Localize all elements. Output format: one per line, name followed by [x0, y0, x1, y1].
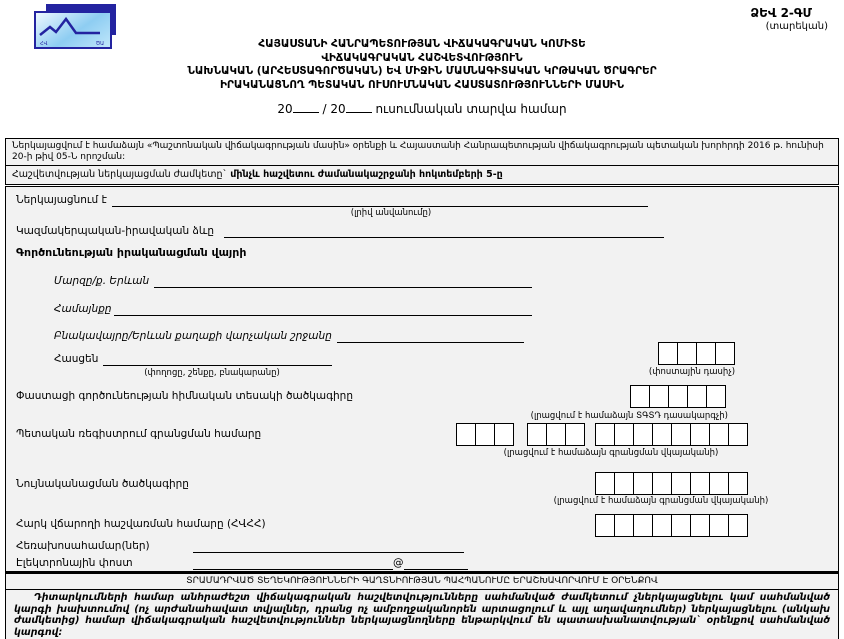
form-periodicity: (տարեկան): [765, 21, 828, 32]
year-blank-1[interactable]: [293, 100, 319, 113]
main-form-box: [5, 186, 839, 572]
state-register-row: [16, 428, 446, 441]
year-blank-2[interactable]: [346, 100, 372, 113]
input-cell[interactable]: [630, 385, 650, 408]
id-code-hint: (լրացվում է համաձայն գրանցման վկայականի): [553, 496, 769, 506]
title-line-3: ՆԱԽՆԱԿԱՆ (ԱՐՀԵՍՏԱԳՈՐԾԱԿԱՆ) ԵՎ ՄԻՋԻՆ ՄԱՍՆԱԳԻՏԱԿԱՆ ԿՐԹԱԿԱՆ ԾՐԱԳՐԵՐ: [187, 65, 657, 77]
submission-deadline-row: [6, 166, 838, 184]
title-line-4: ԻՐԱԿԱՆԱՑՆՈՂ ՊԵՏԱԿԱՆ ՈՒՍՈՒՄՆԱԿԱՆ ՀԱՍՏԱՏՈՒԹՅՈՒՆՆԵՐԻ ՄԱՍԻՆ: [219, 78, 625, 91]
activity-code-row: [16, 390, 616, 403]
region-row: [54, 274, 532, 288]
input-cell[interactable]: [595, 514, 615, 537]
input-cell[interactable]: [658, 342, 678, 365]
state-register-hint: (լրացվում է համաձայն գրանցման վկայականի): [503, 448, 719, 458]
community-line[interactable]: [114, 302, 532, 316]
input-cell[interactable]: [475, 423, 495, 446]
input-cell[interactable]: [709, 514, 729, 537]
state-register-cells-group-3[interactable]: [595, 423, 748, 446]
activity-code-hint: (լրացվում է համաձայն ՏԳՏԴ դասակարգչի): [530, 411, 728, 421]
org-legal-form-label: Կազմակերպական-իրավական ձևը: [16, 225, 215, 237]
presented-by-label: Ներկայացնում է: [16, 194, 107, 206]
tin-label: Հարկ վճարողի հաշվառման համարը (ՀՎՀՀ): [16, 518, 266, 530]
id-code-row: [16, 478, 416, 491]
address-row: [54, 352, 332, 366]
legal-basis-box: [5, 138, 839, 185]
input-cell[interactable]: [709, 472, 729, 495]
input-cell[interactable]: [690, 514, 710, 537]
input-cell[interactable]: [595, 472, 615, 495]
logo-mark-left: ՀՎ: [40, 41, 48, 47]
form-code: ՁԵՎ 2-ԳՄ: [750, 6, 812, 20]
input-cell[interactable]: [706, 385, 726, 408]
title-line-2: ՎԻՃԱԿԱԳՐԱԿԱՆ ՀԱՇՎԵՏՎՈՒԹՅՈՒՆ: [321, 51, 523, 64]
email-local-line[interactable]: [193, 556, 393, 570]
input-cell[interactable]: [687, 385, 707, 408]
input-cell[interactable]: [614, 514, 634, 537]
phone-row: [16, 539, 464, 553]
id-code-label: Նույնականացման ծածկագիրը: [16, 478, 189, 490]
email-row: [16, 556, 476, 570]
academic-year-line: [0, 100, 844, 116]
org-legal-form-row: [16, 224, 664, 238]
input-cell[interactable]: [709, 423, 729, 446]
form-title: [0, 38, 844, 92]
input-cell[interactable]: [633, 423, 653, 446]
input-cell[interactable]: [690, 423, 710, 446]
state-register-cells-group-2[interactable]: [527, 423, 585, 446]
email-domain-line[interactable]: [404, 556, 468, 570]
logo-mark-right: ԾԱ: [95, 41, 104, 47]
tin-row: [16, 518, 446, 531]
input-cell[interactable]: [614, 423, 634, 446]
input-cell[interactable]: [671, 423, 691, 446]
confidentiality-text: Դիտարկումների համար անհրաժեշտ վիճակագրական հաշվետվությունները սահմանված ժամկետում չներկայացնելու կամ սահմանված կարգի խախտումով (ոչ արժանահավատ տվյալներ, դրանց ոչ ամբողջականորեն արտացոլում և այլ աղավաղումներ) ներկայացնելու (անկախ ժամկետից) համար վիճակագրական հաշվետվություններ ներկայացնողները ենթարկվում են պատասխանատվության` օրենքով սահմանված կարգով:: [14, 592, 830, 638]
region-line[interactable]: [154, 274, 532, 288]
year-mid: / 20: [322, 102, 346, 116]
year-prefix: 20: [277, 102, 293, 116]
year-suffix: ուսումնական տարվա համար: [375, 102, 567, 116]
legal-basis-text: Ներկայացվում է համաձայն «Պաշտոնական վիճակագրության մասին» օրենքի և Հայաստանի Հանրապետության վիճակագրության պետական խորհրդի 2016 թ. հունիսի 20-ի թիվ 05-Ն որոշման:: [6, 139, 838, 166]
postal-code-hint: (փոստային դասիչ): [648, 367, 736, 377]
confidentiality-header: ՏՐԱՄԱԴՐՎԱԾ ՏԵՂԵԿՈՒԹՅՈՒՆՆԵՐԻ ԳԱՂՏՆԻՈՒԹՅԱՆ ՊԱՀՊԱՆՈՒՄԸ ԵՐԱՇԽԱՎՈՐՎՈՒՄ Է ՕՐԵՆՔՈՎ: [6, 574, 838, 590]
input-cell[interactable]: [715, 342, 735, 365]
deadline-value: մինչև հաշվետու ժամանակաշրջանի հոկտեմբերի 5-ը: [230, 169, 503, 180]
input-cell[interactable]: [546, 423, 566, 446]
settlement-line[interactable]: [337, 329, 524, 343]
activity-code-cells[interactable]: [630, 385, 726, 408]
address-line[interactable]: [103, 352, 332, 366]
input-cell[interactable]: [671, 472, 691, 495]
activity-code-label: Փաստացի գործունեության հիմնական տեսակի ծածկագիրը: [16, 390, 353, 402]
phone-label: Հեռախոսահամար(ներ): [16, 540, 150, 552]
address-label: Հասցեն: [54, 353, 99, 365]
title-line-1: ՀԱՅԱՍՏԱՆԻ ՀԱՆՐԱՊԵՏՈՒԹՅԱՆ ՎԻՃԱԿԱԳՐԱԿԱՆ ԿՈՄԻՏԵ: [258, 38, 586, 50]
state-register-cells-group-1[interactable]: [456, 423, 514, 446]
presented-by-hint: (լրիվ անվանումը): [350, 208, 432, 218]
input-cell[interactable]: [633, 472, 653, 495]
input-cell[interactable]: [690, 472, 710, 495]
postal-code-cells[interactable]: [658, 342, 735, 365]
input-cell[interactable]: [671, 514, 691, 537]
deadline-prefix: Հաշվետվության ներկայացման ժամկետը`: [12, 169, 231, 180]
input-cell[interactable]: [649, 385, 669, 408]
id-code-cells[interactable]: [595, 472, 748, 495]
activity-location-heading: Գործունեության իրականացման վայրի: [16, 246, 247, 259]
form-code-block: [750, 6, 828, 32]
confidentiality-box: [5, 572, 839, 639]
input-cell[interactable]: [633, 514, 653, 537]
input-cell[interactable]: [565, 423, 585, 446]
input-cell[interactable]: [728, 472, 748, 495]
settlement-label: Բնակավայրը/Երևան քաղաքի վարչական շրջանը: [54, 330, 332, 342]
region-label: Մարզը/ք. Երևան: [54, 275, 150, 287]
phone-line[interactable]: [193, 539, 464, 553]
input-cell[interactable]: [652, 514, 672, 537]
tin-cells[interactable]: [595, 514, 748, 537]
community-label: Համայնքը: [54, 303, 112, 315]
input-cell[interactable]: [677, 342, 697, 365]
input-cell[interactable]: [652, 472, 672, 495]
input-cell[interactable]: [652, 423, 672, 446]
input-cell[interactable]: [696, 342, 716, 365]
input-cell[interactable]: [614, 472, 634, 495]
input-cell[interactable]: [494, 423, 514, 446]
input-cell[interactable]: [595, 423, 615, 446]
input-cell[interactable]: [728, 423, 748, 446]
email-label: Էլեկտրոնային փոստ: [16, 557, 133, 569]
community-row: [54, 302, 532, 316]
presented-by-row: [16, 193, 648, 207]
input-cell[interactable]: [668, 385, 688, 408]
org-legal-form-line[interactable]: [224, 224, 664, 238]
email-at-sign: @: [393, 557, 404, 569]
presented-by-line[interactable]: [112, 193, 648, 207]
address-hint: (փողոցը, շենքը, բնակարանը): [144, 368, 280, 378]
state-register-label: Պետական ռեգիստրում գրանցման համարը: [16, 428, 262, 440]
input-cell[interactable]: [456, 423, 476, 446]
input-cell[interactable]: [728, 514, 748, 537]
input-cell[interactable]: [527, 423, 547, 446]
settlement-row: [54, 329, 524, 343]
